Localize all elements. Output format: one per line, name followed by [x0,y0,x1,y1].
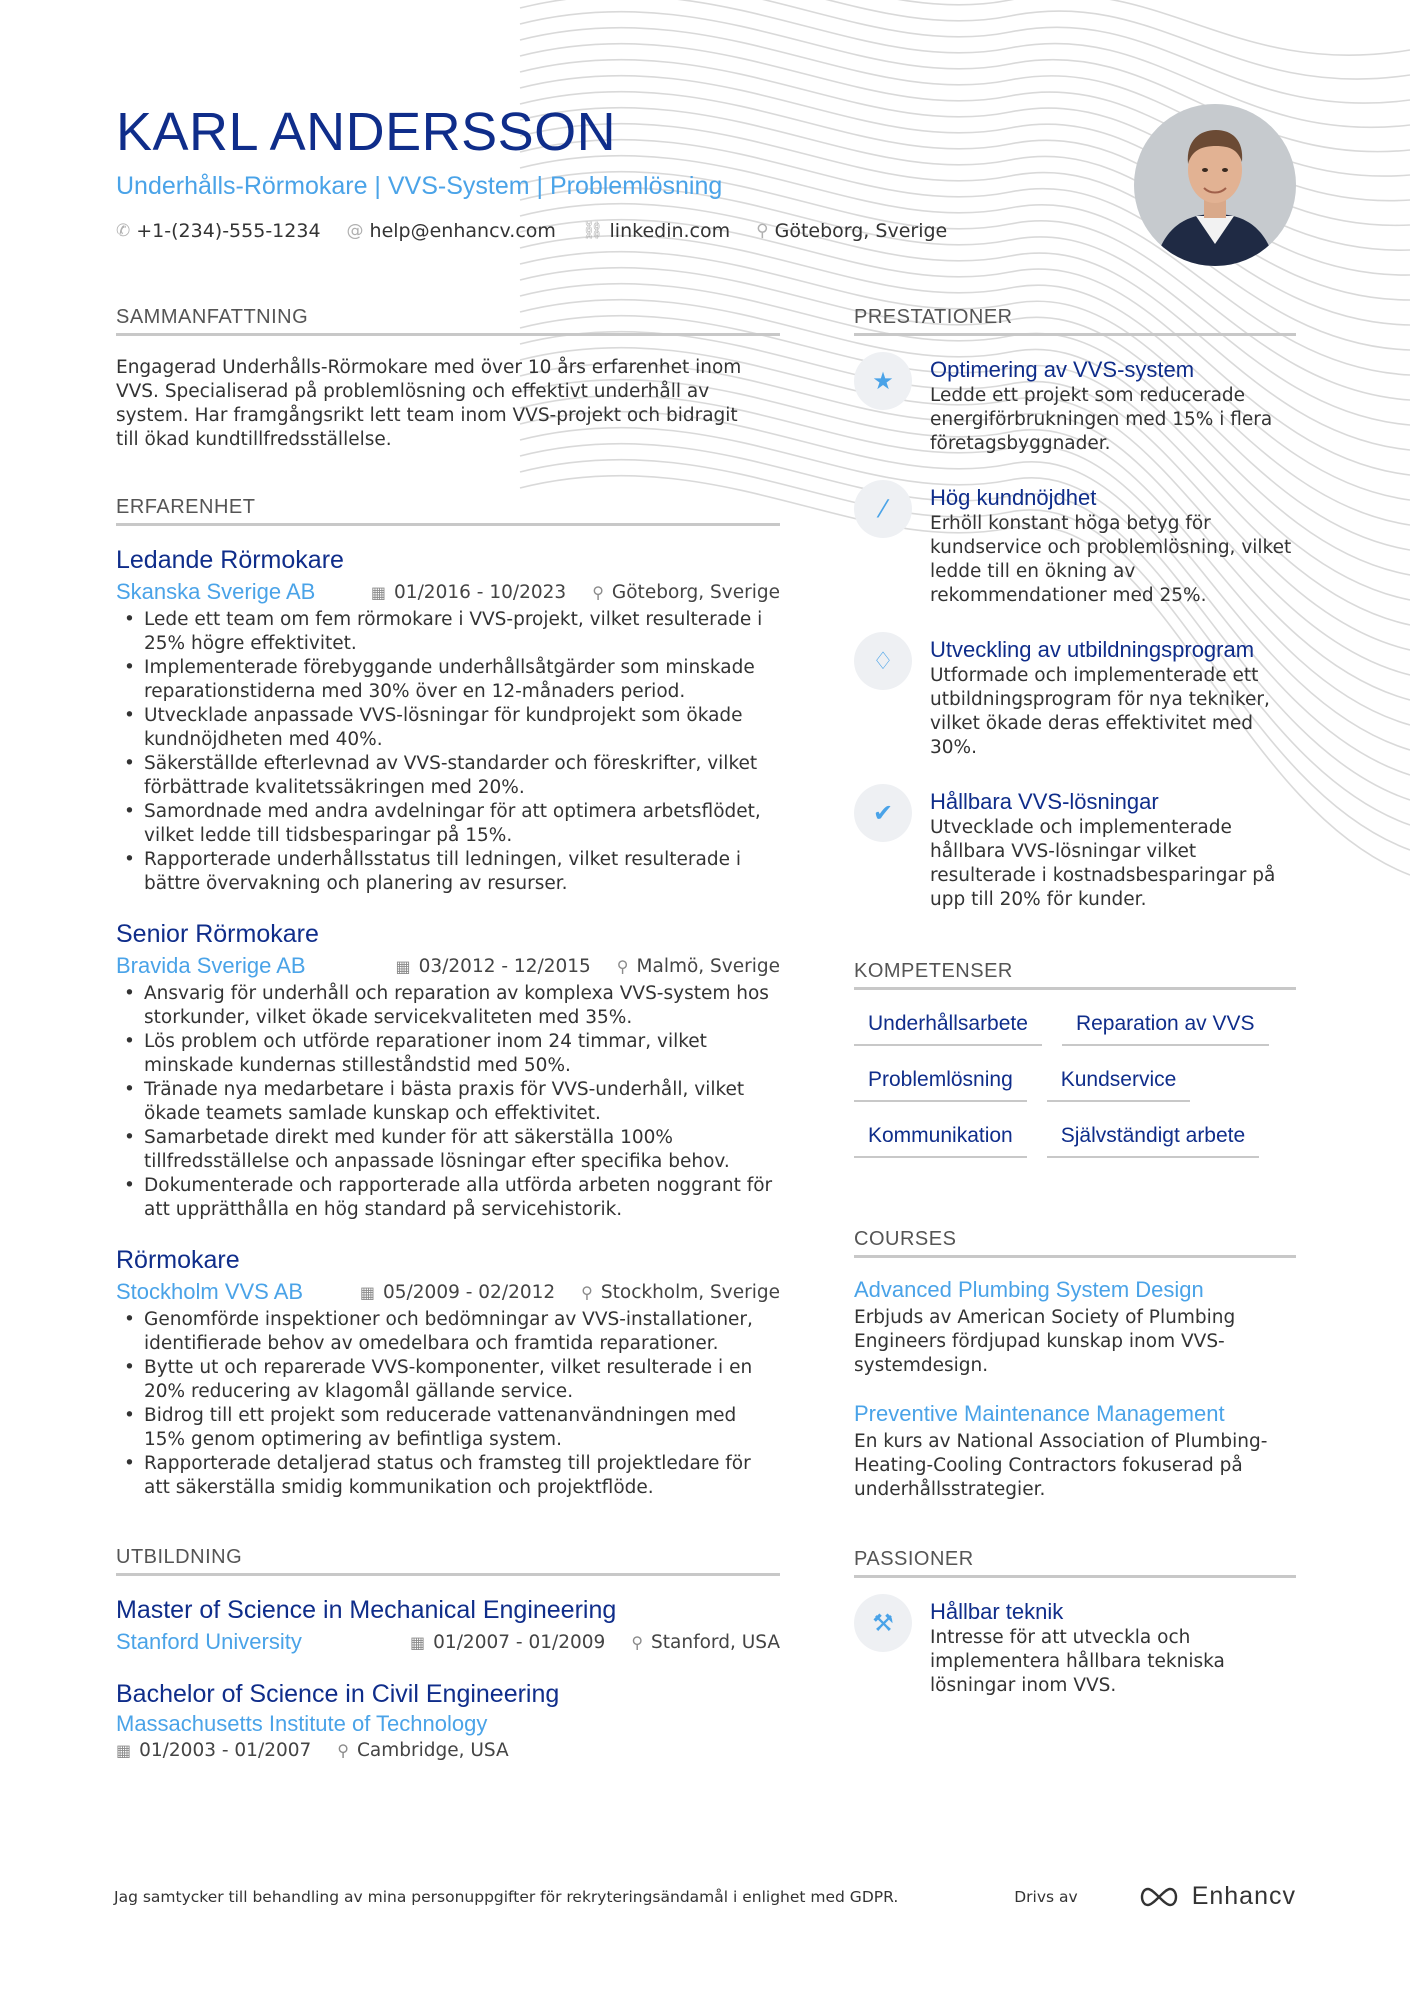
education-location-text: Cambridge, USA [357,1740,509,1761]
brand-name: Enhancv [1191,1882,1296,1910]
education-entry [116,1678,780,1761]
calendar-icon: ▦ [410,1632,426,1652]
calendar-icon: ▦ [116,1741,132,1760]
degree-title: Bachelor of Science in Civil Engineering [116,1680,560,1708]
achievement-text: Erhöll konstant höga betyg för kundservice och problemlösning, vilket ledde till en ökning av rekommendationer med 25%. [930,513,1292,606]
powered-by-label: Drivs av [1014,1887,1078,1906]
bullet: • Rapporterade underhållsstatus till ledningen, vilket resulterade i bättre övervakning och planering av resurser. [116,848,780,896]
section-title-summary: SAMMANFATTNING [116,306,780,336]
section-title-achievements: PRESTATIONER [854,306,1296,336]
degree-title: Master of Science in Mechanical Engineering [116,1596,617,1624]
course-text: Erbjuds av American Society of Plumbing Engineers fördjupad kunskap inom VVS-systemdesign. [854,1307,1236,1376]
location-pin-icon: ⚲ [337,1741,349,1760]
bullet: • Dokumenterade och rapporterade alla utförda arbeten noggrant för att upprätthålla en hög standard på servicehistorik. [116,1174,780,1222]
job-location [581,1282,780,1303]
achievement-title: Optimering av VVS-system [930,357,1195,382]
company-name: Skanska Sverige AB [116,579,316,604]
bullet: • Tränade nya medarbetare i bästa praxis för VVS-underhåll, vilket ökade teamets samlade kunskap och effektivitet. [116,1078,780,1126]
passion-text: Intresse för att utveckla och implementera hållbara tekniska lösningar inom VVS. [930,1627,1225,1696]
wave-line [520,0,1410,79]
education-dates-text: 01/2007 - 01/2009 [433,1631,606,1653]
bullet: • Genomförde inspektioner och bedömningar av VVS-installationer, identifierade behov av omedelbara och framtida reparationer. [116,1308,780,1356]
bullet: • Implementerade förebyggande underhållsåtgärder som minskade reparationstiderna med 30% över en 12-månaders period. [116,656,780,704]
job-title: Rörmokare [116,1246,240,1274]
phone-text: +1-(234)-555-1234 [136,220,321,242]
achievement-title: Hög kundnöjdhet [930,485,1097,510]
job-location [617,956,780,977]
location-text: Göteborg, Sverige [774,220,948,242]
bullet: • Lede ett team om fem rörmokare i VVS-projekt, vilket resulterade i 25% högre effektivitet. [116,608,780,656]
job-dates [360,1282,555,1303]
section-title-experience: ERFARENHET [116,496,780,526]
section-title-education: UTBILDNING [116,1546,780,1576]
achievement-text: Utformade och implementerade ett utbildningsprogram för nya tekniker, vilket ökade deras effektivitet med 30%. [930,665,1270,758]
section-title-passions: PASSIONER [854,1548,1296,1578]
right-column [854,306,1296,1698]
education-location-text: Stanford, USA [651,1631,780,1653]
job-title: Ledande Rörmokare [116,546,344,574]
experience-entry [116,544,780,896]
job-meta [116,952,780,980]
achievement-item [854,788,1296,912]
bullet: • Samordnade med andra avdelningar för att optimera arbetsflödet, vilket ledde till tidsbesparingar på 15%. [116,800,780,848]
location-pin-icon: ⚲ [581,1282,593,1302]
magic-wand-icon: ⁄ [854,480,912,538]
job-location [592,582,780,603]
wave-line [520,0,1410,103]
enhancv-logo[interactable] [1136,1882,1296,1911]
company-name: Stockholm VVS AB [116,1279,304,1304]
achievement-item [854,636,1296,760]
job-bullets [116,982,780,1222]
bullet: • Säkerställde efterlevnad av VVS-standarder och föreskrifter, vilket förbättrade kvalitetssäkringen med 20%. [116,752,780,800]
email-text: help@enhancv.com [369,220,556,242]
bullet: • Lös problem och utförde reparationer inom 24 timmar, vilket minskade kundernas stilleståndstid med 50%. [116,1030,780,1078]
job-bullets [116,608,780,896]
link-icon: ⛓ [581,221,604,241]
skill-tag: Kundservice [1047,1064,1191,1102]
skills-list [854,1008,1296,1158]
calendar-icon: ▦ [395,956,411,976]
section-title-courses: COURSES [854,1228,1296,1258]
bullet: • Bytte ut och reparerade VVS-komponenter, vilket resulterade i en 20% reducering av klagomål gällande service. [116,1356,780,1404]
contact-phone[interactable] [116,220,321,242]
passion-item [854,1598,1296,1698]
bullet: • Rapporterade detaljerad status och framsteg till projektledare för att säkerställa smidig kommunikation och projektflöde. [116,1452,780,1500]
location-pin-icon: ⚲ [616,956,629,976]
location-pin-icon: ⚲ [592,582,604,602]
skill-tag: Problemlösning [854,1064,1027,1102]
checkmark-icon: ✔ [854,784,912,842]
education-dates [116,1740,311,1761]
job-dates-text: 05/2009 - 02/2012 [383,1281,556,1303]
resume-header [116,100,1016,242]
course-title: Preventive Maintenance Management [854,1401,1225,1426]
achievement-title: Utveckling av utbildningsprogram [930,637,1255,662]
school-name: Massachusetts Institute of Technology [116,1711,488,1736]
education-dates-text: 01/2003 - 01/2007 [139,1740,312,1761]
footer [114,1882,1296,1911]
job-location-text: Göteborg, Sverige [611,581,780,603]
contact-location [756,220,947,242]
skill-tag: Reparation av VVS [1062,1008,1269,1046]
job-meta [116,578,780,606]
lightbulb-icon: ♢ [854,632,912,690]
left-column [116,306,780,1761]
job-location-text: Stockholm, Sverige [600,1281,780,1303]
course-item [854,1400,1296,1502]
job-dates [371,582,566,603]
wave-line [520,0,1410,55]
job-meta [116,1278,780,1306]
achievement-item [854,484,1296,608]
job-dates-text: 03/2012 - 12/2015 [418,955,591,977]
section-title-skills: KOMPETENSER [854,960,1296,990]
achievement-text: Ledde ett projekt som reducerade energiförbrukningen med 15% i flera företagsbyggnader. [930,385,1273,454]
passion-title: Hållbar teknik [930,1599,1064,1624]
candidate-name: KARL ANDERSSON [116,102,617,162]
education-meta [116,1628,780,1656]
school-name: Stanford University [116,1629,302,1654]
calendar-icon: ▦ [370,582,387,602]
bullet: • Samarbetade direkt med kunder för att säkerställa 100% tillfredsställelse och anpassade lösningar efter specifika behov. [116,1126,780,1174]
location-pin-icon: ⚲ [631,1632,644,1652]
skill-tag: Underhållsarbete [854,1008,1042,1046]
summary-text: Engagerad Underhålls-Rörmokare med över 10 års erfarenhet inom VVS. Specialiserad på problemlösning och effektivt underhåll av system. Har framgångsrikt lett team inom VVS-projekt och bidragit till ökad kundtillfredsställelse. [116,357,742,450]
skill-tag: Självständigt arbete [1047,1120,1259,1158]
wrench-icon: ⚒ [854,1594,912,1652]
job-dates-text: 01/2016 - 10/2023 [394,581,567,603]
skill-tag: Kommunikation [854,1120,1027,1158]
bullet: • Bidrog till ett projekt som reducerade vattenanvändningen med 15% genom optimering av befintliga system. [116,1404,780,1452]
education-location [337,1740,508,1761]
achievement-title: Hållbara VVS-lösningar [930,789,1159,814]
experience-entry [116,1244,780,1500]
location-pin-icon: ⚲ [756,221,769,241]
phone-icon: ✆ [116,221,131,241]
course-title: Advanced Plumbing System Design [854,1277,1204,1302]
experience-entry [116,918,780,1222]
candidate-tagline: Underhålls-Rörmokare | VVS-System | Problemlösning [116,172,723,200]
profile-photo [1134,104,1296,266]
gdpr-consent-text: Jag samtycker till behandling av mina personuppgifter för rekryteringsändamål i enlighet med GDPR. [114,1887,899,1906]
job-bullets [116,1308,780,1500]
job-title: Senior Rörmokare [116,920,319,948]
contact-row [116,220,1016,242]
at-sign-icon: @ [346,221,364,241]
bullet: • Utvecklade anpassade VVS-lösningar för kundprojekt som ökade kundnöjdheten med 40%. [116,704,780,752]
contact-email[interactable] [347,220,556,242]
job-dates [396,956,591,977]
bullet: • Ansvarig för underhåll och reparation av komplexa VVS-system hos storkunder, vilket ökade servicekvaliteten med 35%. [116,982,780,1030]
education-dates [410,1632,605,1653]
course-item [854,1276,1296,1378]
star-icon: ★ [854,352,912,410]
education-location [631,1632,780,1653]
education-entry [116,1594,780,1656]
linkedin-text: linkedin.com [609,220,731,242]
calendar-icon: ▦ [359,1282,375,1302]
course-text: En kurs av National Association of Plumbing-Heating-Cooling Contractors fokuserad på underhållsstrategier. [854,1431,1268,1500]
achievement-item [854,356,1296,456]
job-location-text: Malmö, Sverige [636,955,780,977]
education-meta [116,1740,780,1761]
infinity-icon [1136,1885,1182,1909]
achievement-text: Utvecklade och implementerade hållbara VVS-lösningar vilket resulterade i kostnadsbesparingar på upp till 20% för kunder. [930,817,1276,910]
contact-linkedin[interactable] [582,220,730,242]
company-name: Bravida Sverige AB [116,953,306,978]
